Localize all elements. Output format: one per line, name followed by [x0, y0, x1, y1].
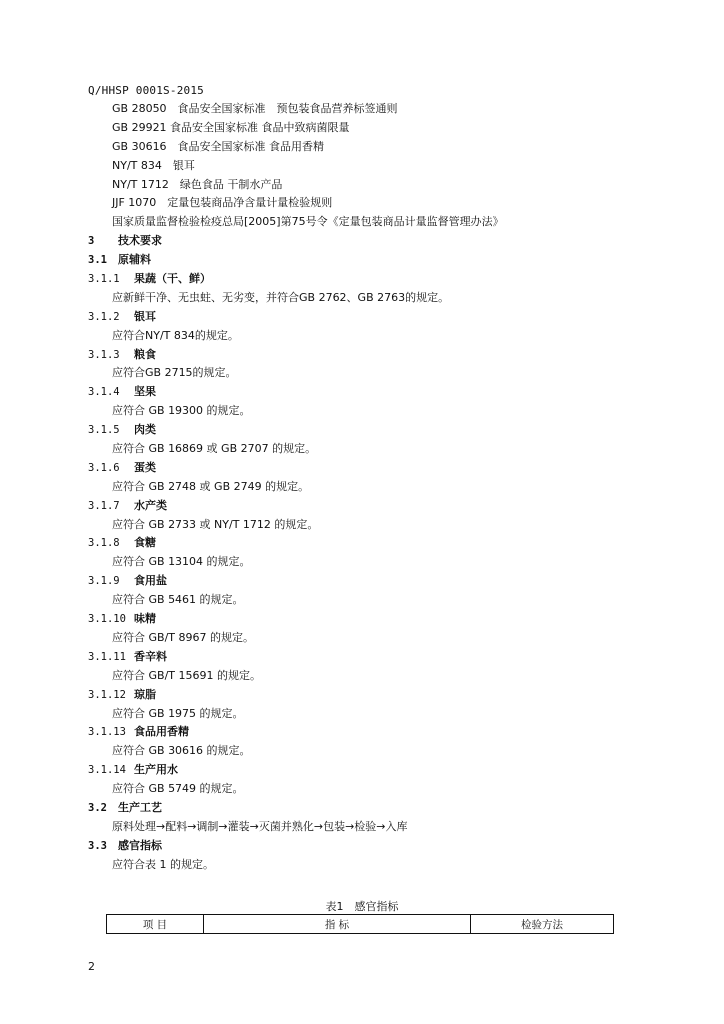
table-header-item: 项 目 [107, 915, 204, 934]
subsection-number: 3.1.4 [88, 386, 120, 399]
subsection-number: 3.1.8 [88, 537, 120, 550]
subsection-heading [88, 497, 648, 516]
table-title: 表1 感官指标 [325, 900, 399, 913]
subsection-title: 食品用香精 [134, 725, 189, 739]
subsection-title: 坚果 [134, 385, 156, 399]
subsection-heading [88, 610, 648, 629]
section-heading-3-3 [88, 837, 648, 856]
subsection-number: 3.1.1 [88, 273, 120, 286]
subsection-title: 香辛料 [134, 649, 167, 663]
subsection-heading [88, 421, 648, 440]
requirement-text: 应符合 GB 30616 的规定。 [112, 744, 251, 758]
document-code-header: Q/HHSP 0001S-2015 [88, 84, 204, 97]
section-heading-3-2 [88, 799, 648, 818]
subsection-number: 3.1.5 [88, 424, 120, 437]
subsection-heading [88, 648, 648, 667]
section-heading-3 [88, 232, 648, 251]
subsection-title: 肉类 [134, 423, 156, 437]
subsection-title: 食糖 [134, 536, 156, 550]
subsection-heading [88, 308, 648, 327]
process-flow-text: 原料处理→配料→调制→灌装→灭菌并熟化→包装→检验→入库 [112, 819, 408, 833]
subsection-title: 食用盐 [134, 574, 167, 588]
subsection-heading [88, 686, 648, 705]
requirement-text: 应符合 GB 2733 或 NY/T 1712 的规定。 [112, 517, 319, 531]
subsection-heading [88, 572, 648, 591]
reference-item: JJF 1070 定量包装商品净含量计量检验规则 [112, 196, 333, 210]
requirement-text: 应符合 GB 13104 的规定。 [112, 555, 251, 569]
subsection-heading [88, 459, 648, 478]
reference-item: NY/T 1712 绿色食品 干制水产品 [112, 177, 283, 191]
subsection-heading [88, 723, 648, 742]
subsection-heading [88, 534, 648, 553]
reference-item: 国家质量监督检验检疫总局[2005]第75号令《定量包装商品计量监督管理办法》 [112, 215, 504, 229]
subsection-number: 3.1.2 [88, 310, 120, 323]
reference-item: NY/T 834 银耳 [112, 158, 195, 172]
subsection-title: 粮食 [134, 347, 156, 361]
subsection-title: 银耳 [134, 309, 156, 323]
requirement-text: 应符合NY/T 834的规定。 [112, 328, 239, 342]
reference-item: GB 30616 食品安全国家标准 食品用香精 [112, 139, 325, 153]
table-header-indicator: 指 标 [204, 915, 471, 934]
subsection-number: 3.1.11 [88, 650, 126, 663]
subsection-number: 3.1.13 [88, 726, 126, 739]
subsection-number: 3.1.9 [88, 575, 120, 588]
section-title: 原辅料 [118, 253, 151, 267]
subsection-title: 水产类 [134, 498, 167, 512]
requirement-text: 应符合 GB 5461 的规定。 [112, 593, 244, 607]
section-title: 感官指标 [118, 838, 162, 852]
requirement-text: 应符合 GB/T 15691 的规定。 [112, 668, 261, 682]
sensory-table [106, 914, 614, 934]
section-number: 3.2 [88, 801, 107, 814]
requirement-text: 应符合 GB 1975 的规定。 [112, 706, 244, 720]
section-number: 3 [88, 235, 95, 248]
section-title: 生产工艺 [118, 800, 162, 814]
subsection-number: 3.1.6 [88, 461, 120, 474]
subsection-title: 味精 [134, 612, 156, 626]
subsection-title: 果蔬（干、鲜） [134, 272, 211, 286]
document-body [88, 100, 648, 875]
requirement-text: 应新鲜干净、无虫蛀、无劣变，并符合GB 2762、GB 2763的规定。 [112, 290, 450, 304]
subsection-number: 3.1.7 [88, 499, 120, 512]
subsection-title: 蛋类 [134, 460, 156, 474]
requirement-text: 应符合 GB 19300 的规定。 [112, 404, 251, 418]
section-title: 技术要求 [118, 234, 162, 248]
section-number: 3.3 [88, 839, 107, 852]
subsection-heading [88, 383, 648, 402]
table-header-row [107, 915, 614, 934]
reference-item: GB 28050 食品安全国家标准 预包装食品营养标签通则 [112, 102, 398, 115]
table-header-method: 检验方法 [471, 915, 614, 934]
materials-list [88, 270, 648, 799]
subsection-number: 3.1.12 [88, 688, 126, 701]
sensory-requirement-text: 应符合表 1 的规定。 [112, 857, 214, 871]
subsection-title: 生产用水 [134, 763, 178, 777]
subsection-number: 3.1.10 [88, 613, 126, 626]
requirement-text: 应符合 GB 16869 或 GB 2707 的规定。 [112, 442, 317, 456]
page-number: 2 [88, 960, 95, 973]
requirement-text: 应符合GB 2715的规定。 [112, 366, 237, 380]
subsection-heading [88, 270, 648, 289]
section-number: 3.1 [88, 254, 107, 267]
section-heading-3-1 [88, 251, 648, 270]
subsection-heading [88, 346, 648, 365]
requirement-text: 应符合 GB/T 8967 的规定。 [112, 630, 254, 644]
subsection-number: 3.1.14 [88, 764, 126, 777]
requirement-text: 应符合 GB 2748 或 GB 2749 的规定。 [112, 479, 310, 493]
subsection-heading [88, 761, 648, 780]
reference-item: GB 29921 食品安全国家标准 食品中致病菌限量 [112, 120, 350, 134]
subsection-number: 3.1.3 [88, 348, 120, 361]
requirement-text: 应符合 GB 5749 的规定。 [112, 782, 244, 796]
subsection-title: 琼脂 [134, 687, 156, 701]
